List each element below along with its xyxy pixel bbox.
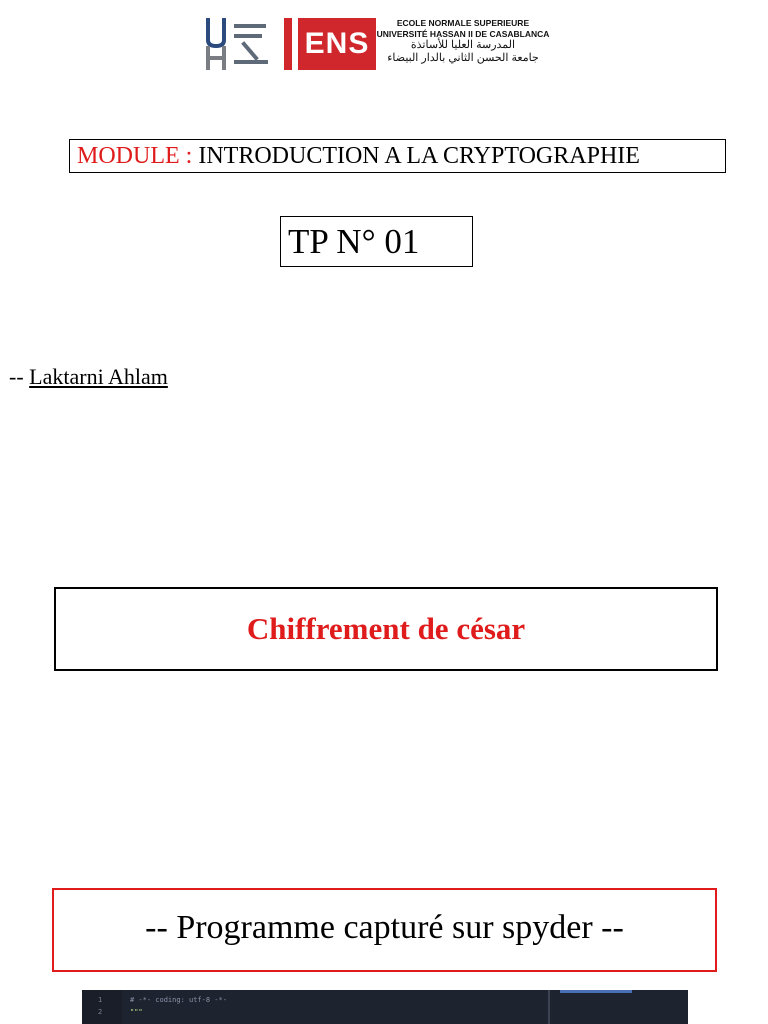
title-box [54, 587, 718, 671]
module-name: INTRODUCTION A LA CRYPTOGRAPHIE [192, 142, 640, 169]
tp-number-box [280, 216, 473, 267]
program-caption: -- Programme capturé sur spyder -- [145, 909, 624, 946]
editor-tab-indicator [560, 990, 632, 993]
line-number: 2 [98, 1008, 103, 1016]
program-caption-box [52, 888, 717, 972]
ens-logo: ENS [298, 18, 376, 70]
document-title: Chiffrement de césar [246, 611, 526, 646]
author-line [9, 364, 168, 390]
university-name-ar: جامعة الحسن الثاني بالدار البيضاء [387, 52, 539, 64]
author-name: Laktarni Ahlam [29, 364, 168, 389]
code-screenshot [82, 990, 688, 1024]
code-line: """ [130, 1008, 143, 1016]
school-name-ar: المدرسة العليا للأساتذة [410, 39, 516, 51]
author-prefix: -- [9, 364, 30, 389]
logo-divider [284, 18, 292, 70]
school-name-fr: ECOLE NORMALE SUPERIEURE [396, 18, 530, 28]
module-box [69, 139, 726, 173]
university-name-fr: UNIVERSITÉ HASSAN II DE CASABLANCA [376, 29, 550, 39]
line-number: 1 [98, 996, 103, 1004]
code-line: # -*- coding: utf-8 -*- [130, 996, 227, 1004]
school-name [376, 18, 550, 70]
module-label: MODULE : [77, 142, 193, 169]
editor-split-divider [548, 990, 550, 1024]
university-logo [204, 18, 272, 70]
tp-number: TP N° 01 [288, 221, 420, 261]
